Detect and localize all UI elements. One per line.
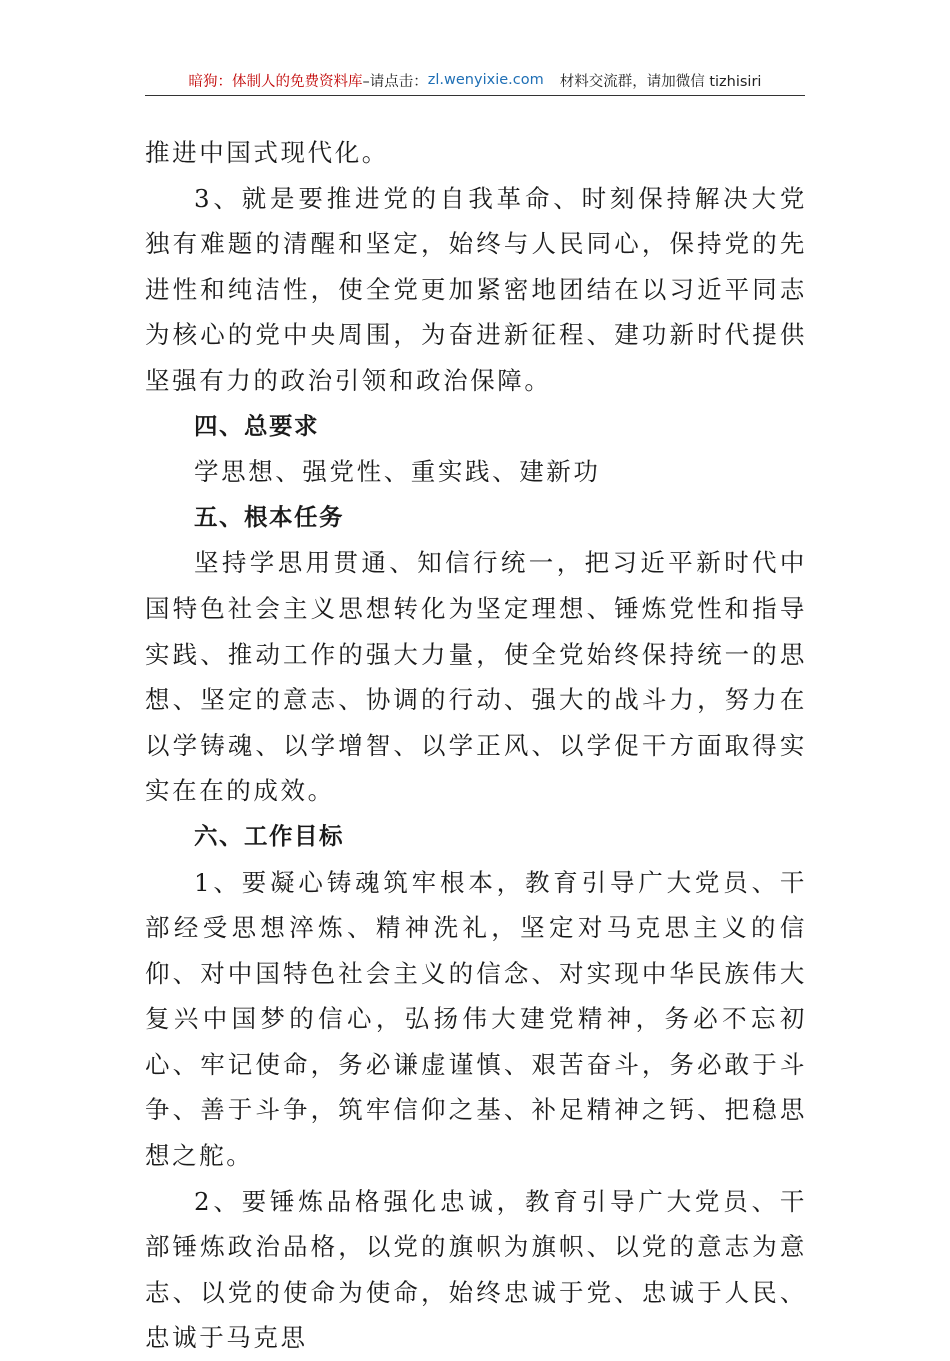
- header-group-info: 材料交流群，请加微信 tizhisiri: [559, 73, 762, 90]
- header-cta: –请点击：: [362, 73, 428, 90]
- header-divider: [145, 95, 805, 96]
- paragraph-point-3: 3、就是要推进党的自我革命、时刻保持解决大党独有难题的清醒和坚定，始终与人民同心，保持党的先进性和纯洁性，使全党更加紧密地团结在以习近平同志为核心的党中央周围，为奋进新征程、建功新时代提供坚强有力的政治引领和政治保障。: [145, 183, 807, 395]
- page-header: [145, 66, 805, 94]
- document-body: [145, 130, 807, 1361]
- paragraph-continuation: 推进中国式现代化。: [145, 138, 389, 167]
- section-heading-5: 五、根本任务: [194, 502, 344, 531]
- header-url-link[interactable]: zl.wenyixie.com: [427, 72, 544, 88]
- section-heading-4: 四、总要求: [194, 411, 319, 440]
- header-brand: 暗狗：体制人的免费资料库: [188, 73, 363, 90]
- paragraph-goal-2: 2、要锤炼品格强化忠诚，教育引导广大党员、干部锤炼政治品格，以党的旗帜为旗帜、以党的意志为意志、以党的使命为使命，始终忠诚于党、忠诚于人民、忠诚于马克思: [145, 1186, 807, 1353]
- paragraph-general-requirements: 学思想、强党性、重实践、建新功: [194, 457, 601, 487]
- paragraph-fundamental-task: 坚持学思用贯通、知信行统一，把习近平新时代中国特色社会主义思想转化为坚定理想、锤炼党性和指导实践、推动工作的强大力量，使全党始终保持统一的思想、坚定的意志、协调的行动、强大的战斗力，努力在以学铸魂、以学增智、以学正风、以学促干方面取得实实在在的成效。: [145, 548, 807, 806]
- section-heading-6: 六、工作目标: [194, 821, 344, 850]
- paragraph-goal-1: 1、要凝心铸魂筑牢根本，教育引导广大党员、干部经受思想淬炼、精神洗礼，坚定对马克思主义的信仰、对中国特色社会主义的信念、对实现中华民族伟大复兴中国梦的信心，弘扬伟大建党精神，务必不忘初心、牢记使命，务必谦虚谨慎、艰苦奋斗，务必敢于斗争、善于斗争，筑牢信仰之基、补足精神之钙、把稳思想之舵。: [145, 867, 807, 1171]
